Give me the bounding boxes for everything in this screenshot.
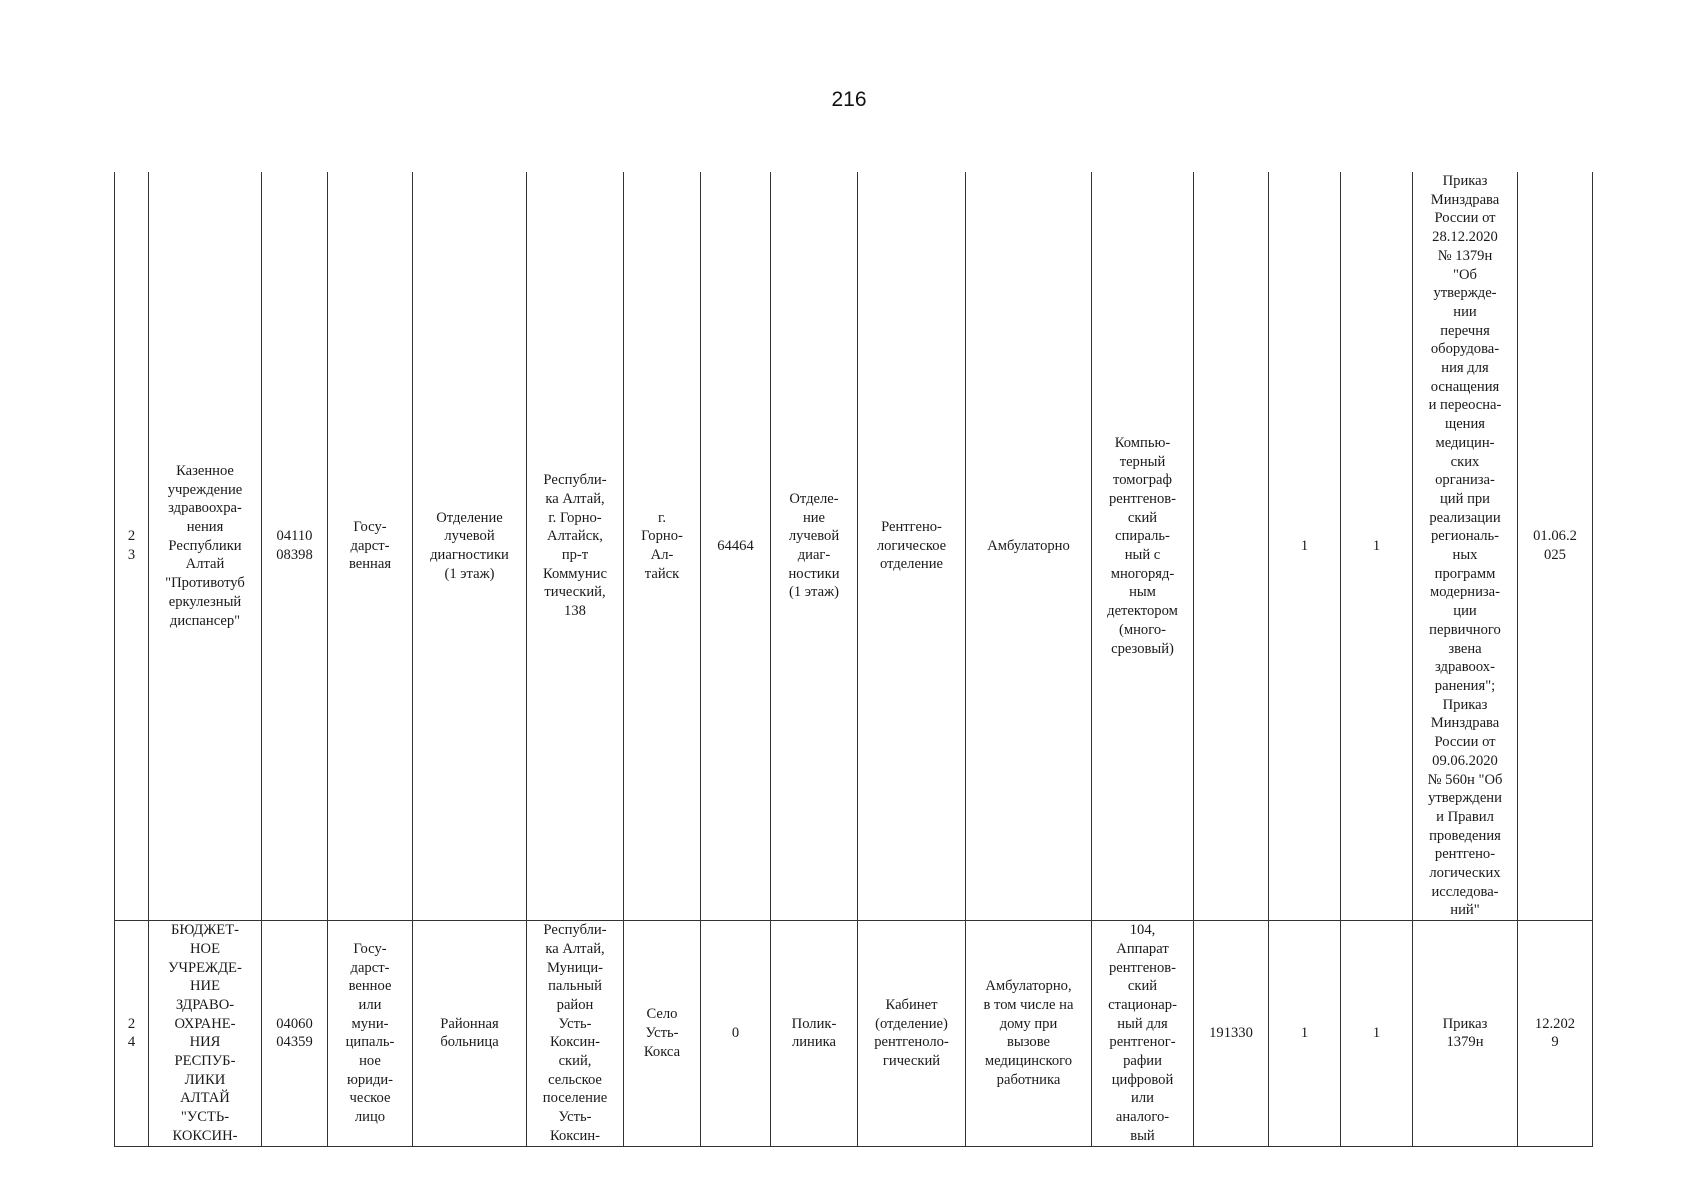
basis-cell: Приказ 1379н [1413, 921, 1518, 1146]
locality-cell: Село Усть- Кокса [624, 921, 701, 1146]
table-row [115, 172, 1593, 921]
ownership-cell: Госу- дарст- венная [328, 172, 413, 921]
organization-cell: БЮДЖЕТ- НОЕ УЧРЕЖДЕ- НИЕ ЗДРАВО- ОХРАНЕ- НИЯ РЕСПУБ- ЛИКИ АЛТАЙ "УСТЬ- КОКСИН- [149, 921, 262, 1146]
subdivision-cell: Районная больница [413, 921, 527, 1146]
basis-cell: Приказ Минздрава России от 28.12.2020 № 1379н "Об утвержде- нии перечня оборудова- ния для оснащения и переосна- щения медицин- ских организа- ций при реализации региональ- ных программ модерниза- ции первичного звена здравоох- ранения"; Приказ Минздрава России от 09.06.2020 № 560н "Об утверждени и Правил проведения рентгено- логических исследова- ний" [1413, 172, 1518, 921]
row-number-cell: 2 3 [115, 172, 149, 921]
quantity-b-cell: 1 [1341, 172, 1413, 921]
organization-cell: Казенное учреждение здравоохра- нения Республики Алтай "Противотуб еркулезный диспансер" [149, 172, 262, 921]
quantity-a-cell: 1 [1269, 172, 1341, 921]
date-cell: 12.202 9 [1518, 921, 1593, 1146]
equipment-cell: 104, Аппарат рентгенов- ский стационар- ный для рентгеног- рафии цифровой или аналого- вый [1092, 921, 1194, 1146]
equipment-code-cell [1194, 172, 1269, 921]
code-cell: 0 [701, 921, 771, 1146]
quantity-a-cell: 1 [1269, 921, 1341, 1146]
address-cell: Республи- ка Алтай, г. Горно- Алтайск, пр-т Коммунис тический, 138 [527, 172, 624, 921]
quantity-b-cell: 1 [1341, 921, 1413, 1146]
locality-cell: г. Горно- Ал- тайск [624, 172, 701, 921]
table-row [115, 921, 1593, 1146]
unit-cell: Отделе- ние лучевой диаг- ностики (1 этаж) [771, 172, 858, 921]
department-cell: Рентгено- логическое отделение [858, 172, 966, 921]
equipment-code-cell: 191330 [1194, 921, 1269, 1146]
ownership-cell: Госу- дарст- венное или муни- ципаль- ное юриди- ческое лицо [328, 921, 413, 1146]
page-number: 216 [831, 88, 867, 111]
subdivision-cell: Отделение лучевой диагностики (1 этаж) [413, 172, 527, 921]
conditions-cell: Амбулаторно [966, 172, 1092, 921]
register-table [114, 172, 1593, 1147]
address-cell: Республи- ка Алтай, Муници- пальный район Усть- Коксин- ский, сельское поселение Усть- Коксин- [527, 921, 624, 1146]
row-number-cell: 2 4 [115, 921, 149, 1146]
inn-cell: 04110 08398 [262, 172, 328, 921]
equipment-cell: Компью- терный томограф рентгенов- ский спираль- ный с многоряд- ным детектором (много- срезовый) [1092, 172, 1194, 921]
inn-cell: 04060 04359 [262, 921, 328, 1146]
conditions-cell: Амбулаторно, в том числе на дому при вызове медицинского работника [966, 921, 1092, 1146]
code-cell: 64464 [701, 172, 771, 921]
unit-cell: Полик- линика [771, 921, 858, 1146]
date-cell: 01.06.2 025 [1518, 172, 1593, 921]
department-cell: Кабинет (отделение) рентгеноло- гический [858, 921, 966, 1146]
